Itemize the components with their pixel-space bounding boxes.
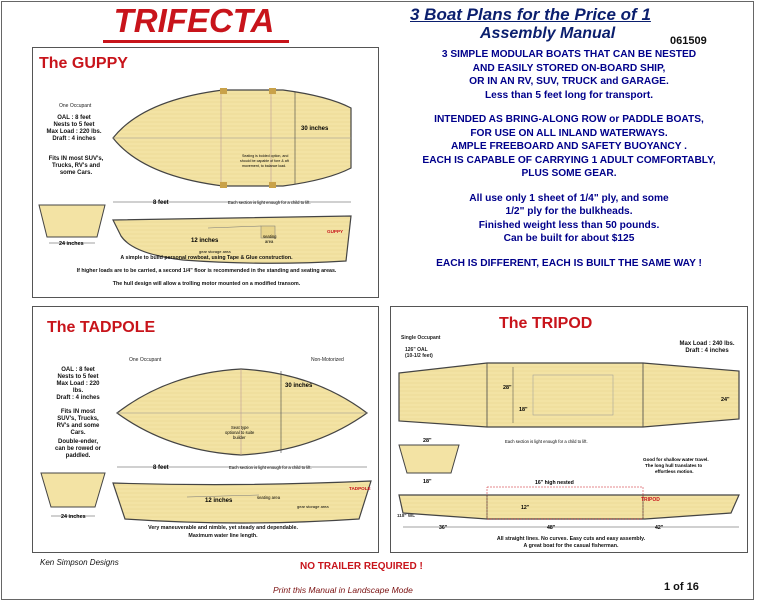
tripod-drawing	[393, 361, 747, 551]
manual-type: Assembly Manual	[480, 25, 616, 42]
tripod-dim-d: 28"	[423, 438, 432, 444]
tadpole-length-label: 8 feet	[153, 465, 169, 471]
tadpole-height-label: 12 inches	[205, 498, 233, 504]
tripod-dim-e: 18"	[423, 479, 432, 485]
tadpole-name-tag: TADPOLE	[349, 486, 371, 491]
desc-paragraph-2: INTENDED AS BRING-ALONG ROW or PADDLE BOATS, FOR USE ON ALL INLAND WATERWAYS. AMPLE FREEBOARD AND SAFETY BUOYANCY . EACH IS CAPABLE OF CARRYING 1 ADULT COMFORTABLY, PLUS SOME GEAR.	[422, 114, 716, 179]
designer-credit: Ken Simpson Designs	[40, 558, 119, 567]
guppy-caption-2: The hull design will allow a trolling motor mounted on a modified transom.	[112, 281, 301, 287]
tripod-load: Max Load : 240 lbs. Draft : 4 inches	[679, 341, 735, 354]
guppy-end-view	[37, 203, 109, 253]
guppy-seat-note-2: movement, to balance load.	[242, 164, 287, 168]
tripod-dim-f: 12"	[521, 505, 530, 511]
guppy-seating-0: seating	[263, 234, 277, 239]
tripod-title: The TRIPOD	[499, 315, 593, 332]
tadpole-seating-label: seating area	[257, 495, 281, 500]
guppy-name-tag: GUPPY	[327, 229, 344, 234]
tripod-dim-j: 118" WL	[397, 513, 416, 518]
tadpole-caption-0: Very maneuverable and nimble, yet steady and dependable.	[148, 525, 298, 531]
tadpole-seat-0: Seat type	[231, 425, 249, 430]
tadpole-caption-1: Maximum water line length.	[188, 533, 258, 539]
tadpole-width-label: 30 inches	[285, 383, 313, 389]
guppy-section-note: Each section is light enough for a child to lift.	[228, 200, 311, 205]
tadpole-top-hull	[117, 369, 367, 455]
page-number: 1 of 16	[664, 581, 699, 593]
desc-paragraph-3: All use only 1 sheet of 1/4" ply, and some 1/2" ply for the bulkheads. Finished weight less than 50 pounds. Can be built for about $125	[469, 192, 669, 244]
tripod-panel	[390, 306, 748, 553]
guppy-fits: Fits IN most SUV's, Trucks, RV's and some Cars.	[48, 156, 104, 176]
tripod-name-tag: TRIPOD	[641, 497, 660, 503]
tadpole-specs: OAL : 8 feet Nests to 5 feet Max Load : 220 lbs. Draft : 4 inches	[56, 367, 100, 401]
tadpole-panel	[32, 306, 379, 553]
guppy-seat-note-1: should be capable of fore & aft	[240, 159, 289, 163]
tripod-oal-0: 126" OAL	[405, 347, 428, 353]
guppy-storage-label: gear storage area	[199, 249, 231, 254]
tripod-dim-g: 36"	[439, 525, 448, 531]
title-underline	[103, 40, 289, 43]
tripod-occupant: Single Occupant	[401, 335, 441, 341]
guppy-seat-note-0: Seating is bolded option, and	[242, 154, 289, 158]
tripod-dim-a: 28"	[503, 385, 512, 391]
tadpole-side-hull	[113, 481, 371, 523]
tripod-caption-0: All straight lines. No curves. Easy cuts and easy assembly.	[496, 536, 646, 542]
guppy-caption-0: A simple to build personal rowboat, using Tape & Glue construction.	[120, 255, 293, 261]
document-code: 061509	[670, 35, 707, 47]
tripod-end-view	[399, 445, 459, 473]
guppy-panel	[32, 47, 379, 298]
tripod-water-1: The long hull translates to	[645, 463, 703, 468]
manual-title: TRIFECTA	[113, 2, 275, 39]
tripod-dim-c: 24"	[721, 397, 730, 403]
guppy-end-width: 24 inches	[59, 241, 84, 247]
tripod-caption-1: A great boat for the casual fisherman.	[523, 543, 619, 549]
tadpole-section-note: Each section is light enough for a child to lift.	[229, 465, 312, 470]
tadpole-title: The TADPOLE	[47, 319, 156, 336]
guppy-occupant: One Occupant	[59, 103, 92, 109]
tripod-dim-h: 48"	[547, 525, 556, 531]
tripod-dim-i: 42"	[655, 525, 664, 531]
guppy-height-label: 12 inches	[191, 238, 219, 244]
tripod-section-note: Each section is light enough for a child to lift.	[505, 439, 588, 444]
tadpole-seat-1: optional to suite	[225, 430, 255, 435]
guppy-seating-1: area	[265, 239, 274, 244]
tadpole-fits: Fits IN most SUV's, Trucks, RV's and some Cars.	[56, 409, 100, 436]
tadpole-end-width: 24 inches	[61, 514, 86, 520]
guppy-caption-1: If higher loads are to be carried, a second 1/4" floor is recommended in the standing and seating areas.	[76, 268, 337, 274]
tripod-water-2: effortless motion.	[655, 469, 694, 474]
tripod-dim-b: 18"	[519, 407, 528, 413]
tripod-water-0: Good for shallow water travel.	[643, 457, 709, 462]
desc-paragraph-1: 3 SIMPLE MODULAR BOATS THAT CAN BE NESTED AND EASILY STORED ON-BOARD SHIP, OR IN AN RV, SUV, TRUCK and GARAGE. Less than 5 feet long for transport.	[441, 49, 697, 101]
tadpole-end-view	[37, 469, 109, 523]
guppy-specs: OAL : 8 feet Nests to 5 feet Max Load : 220 lbs. Draft : 4 inches	[46, 115, 102, 142]
tripod-oal-1: (10-1/2 feet)	[405, 353, 433, 359]
tripod-side-hull	[399, 495, 739, 519]
tadpole-occupant: One Occupant	[129, 357, 162, 363]
print-instruction: Print this Manual in Landscape Mode	[273, 585, 413, 595]
guppy-width-label: 30 inches	[301, 126, 329, 132]
guppy-length-label: 8 feet	[153, 200, 169, 206]
tadpole-storage-label: gear storage area	[297, 504, 329, 509]
tadpole-drawing	[109, 347, 377, 537]
trailer-notice: NO TRAILER REQUIRED !	[300, 561, 423, 572]
tadpole-seat-2: builder	[233, 435, 246, 440]
tadpole-motor: Non-Motorized	[311, 357, 344, 363]
tripod-top-hull	[399, 363, 739, 427]
subtitle: 3 Boat Plans for the Price of 1	[410, 5, 651, 24]
guppy-title: The GUPPY	[39, 55, 128, 72]
desc-paragraph-4: EACH IS DIFFERENT, EACH IS BUILT THE SAME WAY !	[436, 257, 702, 269]
tripod-nested: 16" high nested	[535, 480, 574, 486]
description-text	[390, 48, 748, 281]
tadpole-ender: Double-ender, can be rowed or paddled.	[54, 439, 101, 459]
